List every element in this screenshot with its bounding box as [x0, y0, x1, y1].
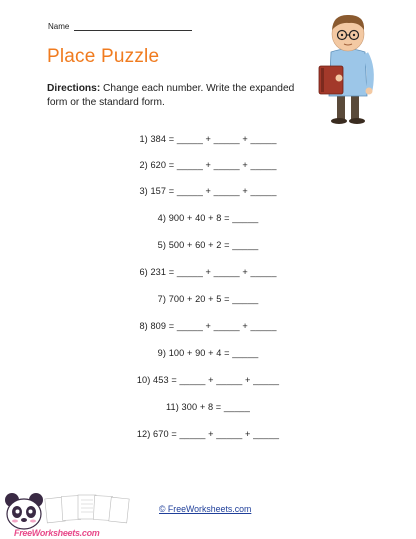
problem-12[interactable]: 12) 670 = _____ + _____ + _____ — [136, 429, 280, 439]
problem-1[interactable]: 1) 384 = _____ + _____ + _____ — [139, 134, 277, 144]
name-label: Name — [48, 22, 70, 31]
page-title: Place Puzzle — [47, 46, 160, 67]
logo-text: FreeWorksheets.com — [14, 528, 100, 538]
boy-with-book-icon — [313, 8, 383, 126]
worksheet-thumbnails-icon — [44, 490, 144, 530]
problem-6[interactable]: 6) 231 = _____ + _____ + _____ — [139, 267, 277, 277]
problem-10[interactable]: 10) 453 = _____ + _____ + _____ — [136, 375, 280, 385]
problem-9[interactable]: 9) 100 + 90 + 4 = _____ — [157, 348, 259, 358]
name-row — [48, 22, 192, 31]
name-line[interactable] — [74, 22, 192, 31]
footer-link[interactable]: © FreeWorksheets.com — [159, 504, 252, 514]
directions-text: Change each number. Write the expanded form or the standard form. — [47, 83, 295, 108]
problem-4[interactable]: 4) 900 + 40 + 8 = _____ — [157, 213, 259, 223]
problem-8[interactable]: 8) 809 = _____ + _____ + _____ — [139, 321, 277, 331]
problem-2[interactable]: 2) 620 = _____ + _____ + _____ — [139, 160, 277, 170]
directions-label: Directions: — [47, 83, 101, 94]
problem-3[interactable]: 3) 157 = _____ + _____ + _____ — [139, 186, 277, 196]
directions — [47, 82, 309, 110]
problem-7[interactable]: 7) 700 + 20 + 5 = _____ — [157, 294, 259, 304]
problem-11[interactable]: 11) 300 + 8 = _____ — [166, 402, 250, 412]
problem-5[interactable]: 5) 500 + 60 + 2 = _____ — [157, 240, 259, 250]
